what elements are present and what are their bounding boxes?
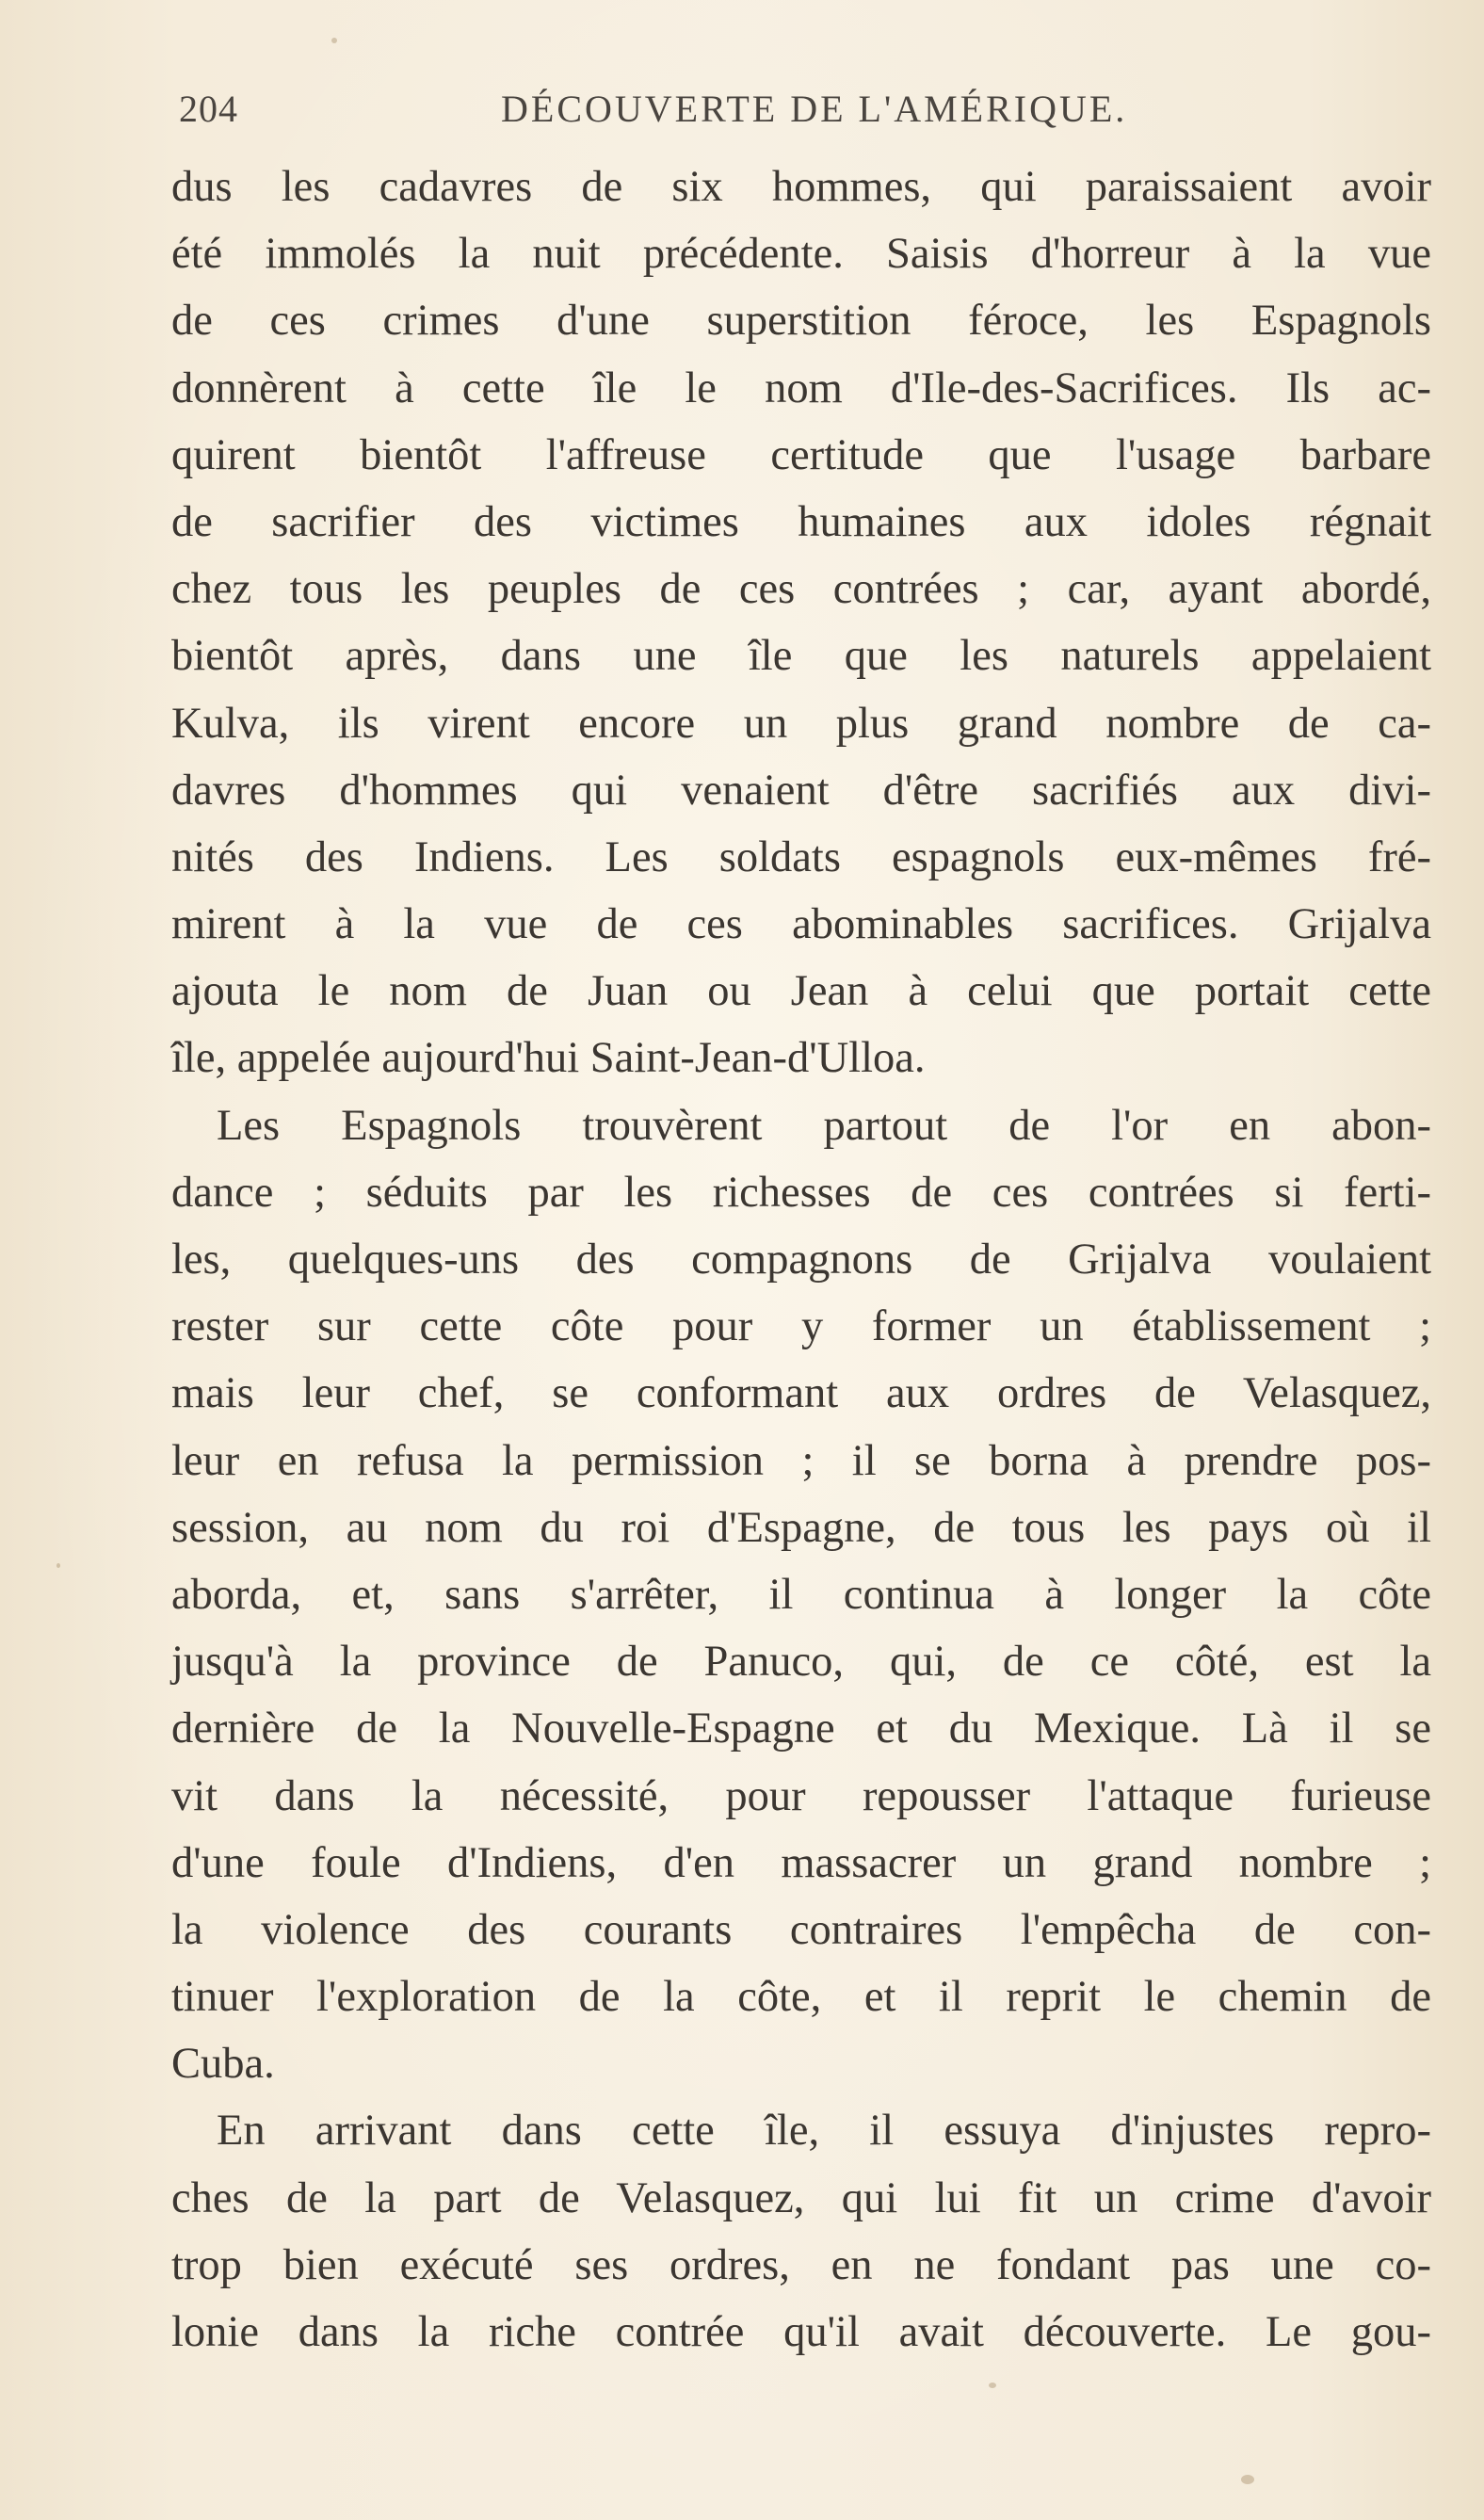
text-line: dernière de la Nouvelle-Espagne et du Mexique. Là il se (171, 1704, 1431, 1753)
page-number: 204 (179, 88, 238, 130)
text-line: île, appelée aujourd'hui Saint-Jean-d'Ulloa. (171, 1034, 926, 1083)
text-line: Kulva, ils virent encore un plus grand nombre de ca- (171, 699, 1431, 748)
paragraph-1 (171, 153, 1431, 1092)
text-line: bientôt après, dans une île que les naturels appelaient (171, 632, 1431, 681)
text-line: aborda, et, sans s'arrêter, il continua à longer la côte (171, 1570, 1431, 1619)
text-line: jusqu'à la province de Panuco, qui, de ce côté, est la (171, 1638, 1431, 1687)
text-line: ches de la part de Velasquez, qui lui fit un crime d'avoir (171, 2173, 1431, 2222)
paper-speck (1241, 2475, 1254, 2484)
paragraph-3 (171, 2097, 1431, 2366)
paper-speck (989, 2383, 996, 2388)
text-line: les, quelques-uns des compagnons de Grijalva voulaient (171, 1236, 1431, 1284)
paragraph-2 (171, 1092, 1431, 2098)
body-text (171, 153, 1431, 2366)
text-line: leur en refusa la permission ; il se borna à prendre pos- (171, 1436, 1431, 1485)
text-line: rester sur cette côte pour y former un établissement ; (171, 1302, 1431, 1351)
text-line: donnèrent à cette île le nom d'Ile-des-Sacrifices. Ils ac- (171, 363, 1431, 412)
paper-speck (56, 1563, 60, 1568)
text-line: mirent à la vue de ces abominables sacrifices. Grijalva (171, 900, 1431, 949)
text-line: de ces crimes d'une superstition féroce, les Espagnols (171, 297, 1431, 346)
text-line: lonie dans la riche contrée qu'il avait découverte. Le gou- (171, 2308, 1431, 2356)
text-line: davres d'hommes qui venaient d'être sacrifiés aux divi- (171, 766, 1431, 815)
text-line: quirent bientôt l'affreuse certitude que l'usage barbare (171, 430, 1431, 479)
text-line: d'une foule d'Indiens, d'en massacrer un grand nombre ; (171, 1838, 1431, 1887)
text-line: chez tous les peuples de ces contrées ; car, ayant abordé, (171, 565, 1431, 614)
text-line: nités des Indiens. Les soldats espagnols eux-mêmes fré- (171, 832, 1431, 881)
text-line: ajouta le nom de Juan ou Jean à celui que portait cette (171, 967, 1431, 1016)
running-title: DÉCOUVERTE DE L'AMÉRIQUE. (501, 88, 1128, 130)
text-line: vit dans la nécessité, pour repousser l'attaque furieuse (171, 1771, 1431, 1820)
text-line: tinuer l'exploration de la côte, et il reprit le chemin de (171, 1973, 1431, 2022)
text-line: Les Espagnols trouvèrent partout de l'or en abon- (217, 1101, 1431, 1150)
text-line: Cuba. (171, 2040, 275, 2089)
text-line: de sacrifier des victimes humaines aux idoles régnait (171, 497, 1431, 546)
text-line: En arrivant dans cette île, il essuya d'injustes repro- (217, 2107, 1431, 2156)
text-line: mais leur chef, se conformant aux ordres de Velasquez, (171, 1369, 1431, 1418)
text-line: session, au nom du roi d'Espagne, de tous les pays où il (171, 1503, 1431, 1552)
page-header (179, 87, 1431, 143)
text-line: été immolés la nuit précédente. Saisis d'horreur à la vue (171, 230, 1431, 279)
text-line: dus les cadavres de six hommes, qui paraissaient avoir (171, 163, 1431, 211)
paper-speck (331, 38, 337, 43)
text-line: dance ; séduits par les richesses de ces contrées si ferti- (171, 1168, 1431, 1217)
text-line: la violence des courants contraires l'empêcha de con- (171, 1905, 1431, 1954)
text-line: trop bien exécuté ses ordres, en ne fondant pas une co- (171, 2240, 1431, 2289)
